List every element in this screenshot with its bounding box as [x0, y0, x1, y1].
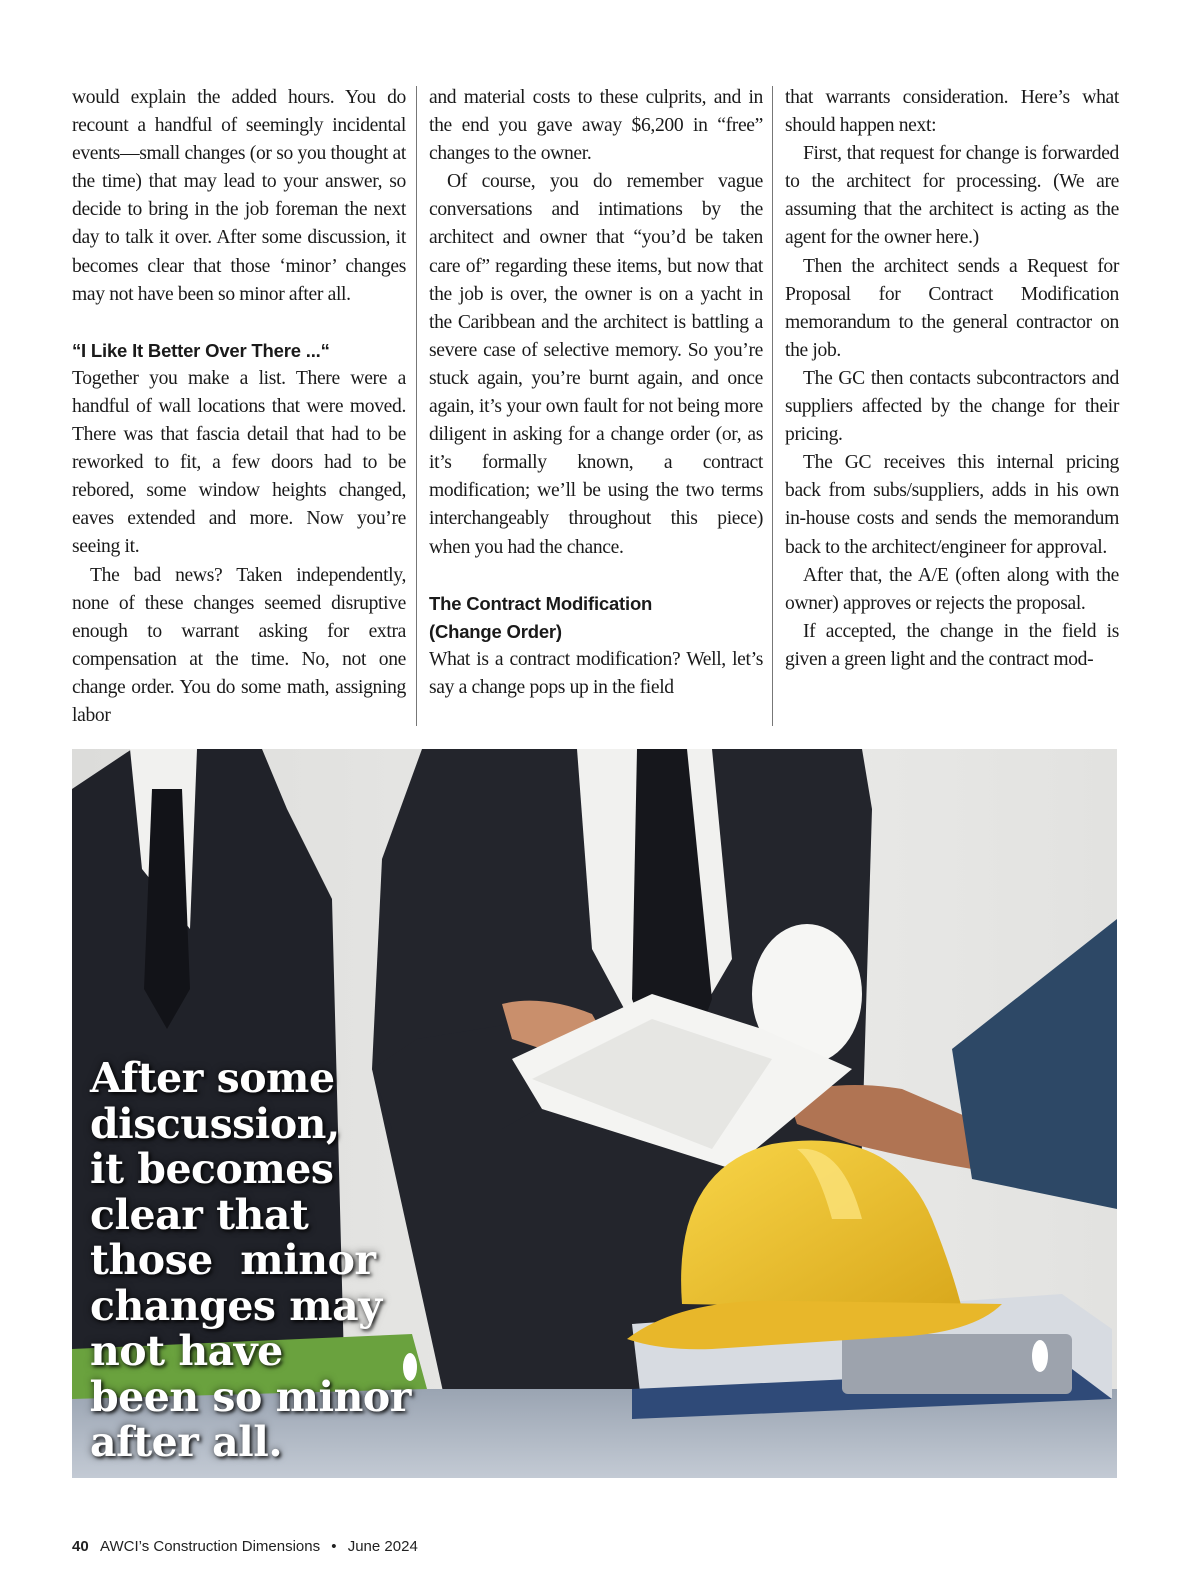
section-heading: [429, 590, 763, 646]
pull-quote-line: it becomes: [90, 1145, 334, 1193]
section-heading: “I Like It Better Over There ...“: [72, 339, 330, 361]
pull-quote-line: not have: [90, 1327, 283, 1375]
body-paragraph: The bad news? Taken independently, none of these changes seemed disruptive enough to warrant asking for extra compensation at the time. No, not one change order. You do some math, assigning labor: [72, 564, 406, 726]
footer-separator: •: [331, 1538, 337, 1555]
page-footer: [72, 1538, 418, 1555]
body-paragraph: Then the architect sends a Request for Proposal for Contract Modification memorandum to the general contractor on the job.: [785, 255, 1119, 361]
section-heading-line: The Contract Modification: [429, 592, 653, 614]
article-photo: [72, 749, 1117, 1478]
article-column-1: [72, 84, 406, 730]
body-paragraph: After that, the A/E (often along with the owner) approves or rejects the proposal.: [785, 564, 1119, 614]
body-paragraph: Of course, you do remember vague conversations and intimations by the architect and owner that “you’d be taken care of” regarding these items, but now that the job is over, the owner is on a yacht in the Caribbean and the architect is battling a severe case of selective memory. So you’re stuck again, you’re burnt again, and once again, it’s your own fault for not being more diligent in asking for a change order (or, as it’s formally known, a contract modification; we’ll be using the two terms interchangeably throughout this piece) when you had the chance.: [429, 171, 763, 558]
pull-quote-line: changes may: [90, 1281, 382, 1330]
column-divider: [772, 86, 773, 726]
pull-quote-line: discussion,: [90, 1099, 340, 1148]
pull-quote: [90, 1056, 410, 1466]
column-divider: [416, 86, 417, 726]
publication-name: AWCI’s Construction Dimensions: [100, 1538, 321, 1555]
section-heading-line: (Change Order): [429, 620, 562, 642]
page-number: 40: [72, 1538, 89, 1555]
body-paragraph: that warrants consideration. Here’s what should happen next:: [785, 87, 1119, 137]
body-paragraph: First, that request for change is forwarded to the architect for processing. (We are assuming that the architect is acting as the agent for the owner here.): [785, 143, 1119, 249]
issue-date: June 2024: [347, 1538, 418, 1555]
pull-quote-line: after all.: [90, 1418, 283, 1466]
pull-quote-line: been so minor: [90, 1372, 411, 1421]
pull-quote-line: clear that: [90, 1190, 309, 1239]
pull-quote-line: those minor: [90, 1236, 376, 1284]
article-column-3: [785, 84, 1119, 674]
body-paragraph: The GC receives this internal pricing back from subs/suppliers, adds in his own in-house costs and sends the memorandum back to the architect/engineer for approval.: [785, 452, 1119, 558]
body-paragraph: The GC then contacts subcontractors and suppliers affected by the change for their pricing.: [785, 367, 1119, 446]
body-paragraph: and material costs to these culprits, and in the end you gave away $6,200 in “free” changes to the owner.: [429, 87, 763, 165]
body-paragraph: Together you make a list. There were a handful of wall locations that were moved. There was that fascia detail that had to be reworked to fit, a few doors had to be rebored, some window heights changed, eaves extended and more. Now you’re seeing it.: [72, 367, 406, 558]
article-column-2: [429, 84, 763, 702]
pull-quote-line: After some: [90, 1054, 335, 1102]
body-paragraph: would explain the added hours. You do recount a handful of seemingly incidental events—small changes (or so you thought at the time) that may lead to your answer, so decide to bring in the job foreman the next day to talk it over. After some discussion, it becomes clear that those ‘minor’ changes may not have been so minor after all.: [72, 87, 406, 305]
body-paragraph: What is a contract modification? Well, let’s say a change pops up in the field: [429, 648, 763, 698]
body-paragraph: If accepted, the change in the field is given a green light and the contract mod-: [785, 620, 1119, 670]
